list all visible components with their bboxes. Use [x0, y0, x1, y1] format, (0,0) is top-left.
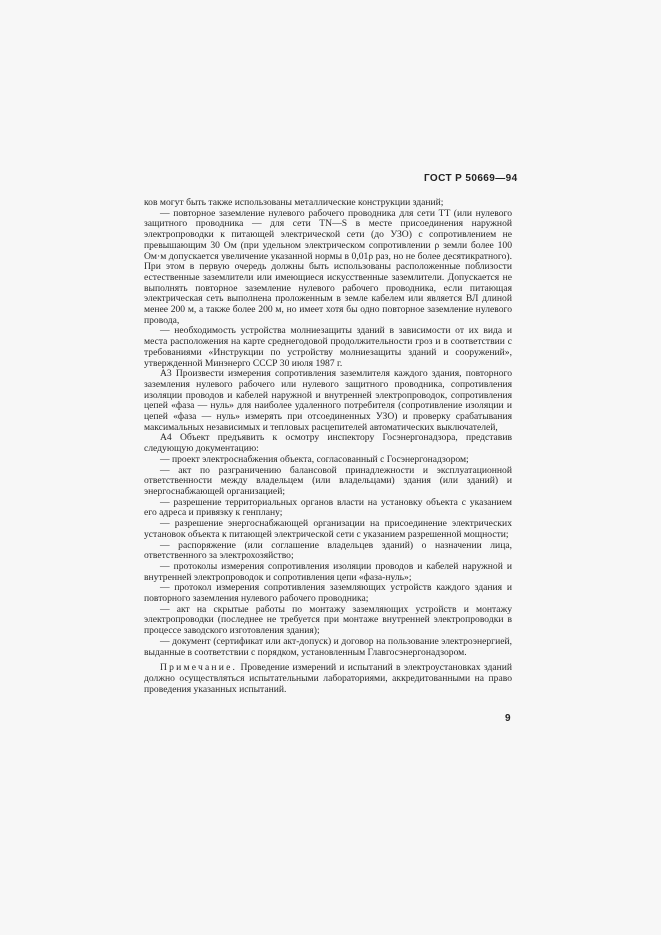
note-paragraph	[144, 663, 512, 695]
list-item: — документ (сертификат или акт-допуск) и договор на пользование электроэнергией, выданные в соответствии с порядком, установленным Главгосэнергонадзором.	[144, 635, 512, 658]
list-item: — проект электроснабжения объекта, согласованный с Госэнергонадзором;	[160, 453, 469, 465]
page-number: 9	[505, 713, 511, 724]
paragraph: А3 Произвести измерения сопротивления заземлителя каждого здания, повторного заземления нулевого рабочего или нулевого защитного проводника, сопротивления изоляции проводов и кабелей наружной и внутренней электропроводок, сопротивления цепей «фаза — нуль» для наиболее удаленного потребителя (сопротивление изоляции и цепей «фаза — нуль» измерять при отсоединенных УЗО) и проверку срабатывания максимальных независимых и тепловых расцепителей автоматических выключателей,	[144, 368, 512, 433]
document-header-standard-id: ГОСТ Р 50669—94	[424, 173, 518, 184]
document-body	[144, 198, 512, 695]
paragraph: — повторное заземление нулевого рабочего проводника для сети TT (или нулевого защитного проводника — для сети TN—S в месте присоединения наружной электропроводки к питающей электрической сети (до УЗО) с сопротивлением не превышающим 30 Ом (при удельном электрическом сопротивлении ρ земли более 100 Ом·м допускается увеличение указанной нормы в 0,01ρ раз, но не более десятикратного). При этом в первую очередь должны быть использованы расположенные поблизости естественные заземлители или имеющиеся искусственные заземлители. Допускается не выполнять повторное заземление нулевого рабочего проводника, если питающая электрическая сеть выполнена проложенным в земле кабелем или является ВЛ длиной менее 200 м, а также более 200 м, но имеет хотя бы одно повторное заземление нулевого провода,	[144, 207, 512, 326]
note-label: Примечание.	[160, 662, 238, 674]
list-item: — протоколы измерения сопротивления изоляции проводов и кабелей наружной и внутренней электропроводок и сопротивления цепи «фаза-нуль»;	[144, 560, 512, 583]
list-item: — разрешение энергоснабжающей организации на присоединение электрических установок объекта к питающей электрической сети с указанием разрешенной мощности;	[144, 518, 512, 540]
paragraph: ков могут быть также использованы металлические конструкции зданий;	[144, 197, 444, 208]
paragraph: А4 Объект предъявить к осмотру инспектору Госэнергонадзора, представив следующую документацию:	[144, 432, 512, 455]
list-item: — протокол измерения сопротивления заземляющих устройств каждого здания и повторного заземления нулевого рабочего проводника;	[144, 582, 512, 605]
list-item: — разрешение территориальных органов власти на установку объекта с указанием его адреса и привязку к генплану;	[144, 496, 512, 519]
list-item: — акт на скрытые работы по монтажу заземляющих устройств и монтажу электропроводки (последнее не требуется при монтаже внутренней электропроводки в процессе заводского изготовления здания);	[144, 603, 512, 637]
note-text: Проведение измерений и испытаний в электроустановках зданий должно осуществляться испытательными лабораториями, аккредитованными на право проведения указанных испытаний.	[144, 662, 512, 695]
list-item: — распоряжение (или соглашение владельцев зданий) о назначении лица, ответственного за электрохозяйство;	[144, 539, 512, 562]
list-item: — акт по разграничению балансовой принадлежности и эксплуатационной ответственности между владельцем (или владельцами) здания (или зданий) и энергоснабжающей организацией;	[144, 464, 512, 497]
paragraph: — необходимость устройства молниезащиты зданий в зависимости от их вида и места расположения на карте среднегодовой продолжительности гроз и в соответствии с требованиями «Инструкции по устройству молниезащиты зданий и сооружений», утвержденной Минэнерго СССР 30 июля 1987 г.	[144, 325, 512, 369]
